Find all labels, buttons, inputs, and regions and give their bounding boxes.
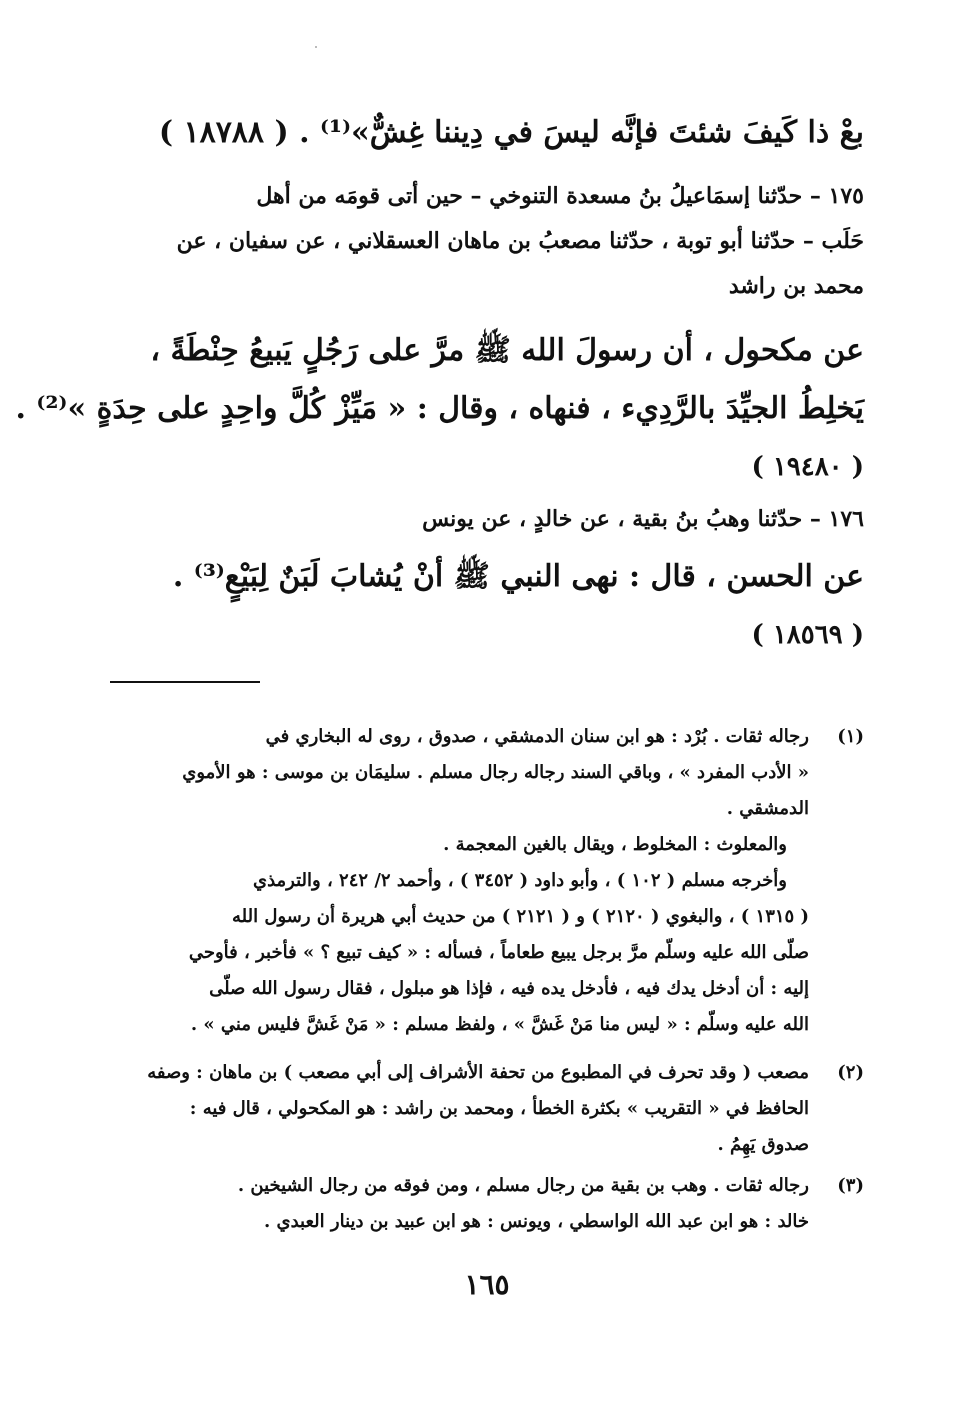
speck: [315, 46, 317, 48]
footnote-number: (٣): [837, 1175, 864, 1196]
footnote-3: [109, 1168, 864, 1240]
footnote-2: [109, 1055, 864, 1163]
hadith-176-isnad: [109, 497, 864, 542]
text-line: « الأدب المفرد » ، وباقي السند رجاله رجال مسلم . سليمَان بن موسى : هو الأموي: [182, 762, 809, 783]
text-line: ١٧٦ – حدّثنا وهبُ بنُ بقية ، عن خالدٍ ، عن يونس: [422, 506, 864, 532]
footnote-1: [109, 719, 864, 1043]
hadith-174-end: [109, 104, 864, 162]
text-line: ( ١٣١٥ ) ، والبغوي ( ٢١٢٠ ) و ( ٢١٢١ ) من حديث أبي هريرة أن رسول الله: [232, 906, 809, 927]
text-line: رجاله ثقات . وهب بن بقية من رجال مسلم ، ومن فوقه من رجال الشيخين .: [237, 1175, 809, 1196]
text-line: إليه : أن أدخل يدك فيه ، فأدخل يده فيه ، فإذا هو مبلول ، فقال رسول الله صلّى: [209, 978, 809, 999]
text-line: حَلَب – حدّثنا أبو توبة ، حدّثنا مصعبُ بن ماهان العسقلاني ، عن سفيان ، عن: [176, 228, 864, 254]
text-line: عن مكحول ، أن رسولَ الله ﷺ مرَّ على رَجُلٍ يَبيعُ حِنْطَةً ،: [150, 333, 864, 368]
hadith-reference: ( ١٩٤٨٠ ): [751, 452, 864, 482]
text-line: محمد بن راشد: [728, 273, 864, 299]
text-line: رجاله ثقات . بُرْد : هو ابن سنان الدمشقي ، صدوق ، روى له البخاري في: [265, 726, 809, 747]
text-line: صلّى الله عليه وسلّم مرَّ برجل يبيع طعاماً ، فسأله : « كيف تبيع ؟ » فأخبر ، فأوحي: [188, 942, 809, 963]
hadith-176-matn: [109, 548, 864, 664]
footnote-number: (٢): [837, 1062, 864, 1083]
text-line: الله عليه وسلّم : « ليس منا مَنْ غَشَّ » ، ولفظ مسلم : « مَنْ غَشَّ فليس مني » .: [190, 1014, 809, 1035]
text-line: صدوق يَهِمُ .: [717, 1134, 809, 1155]
text-line: الحافظ في « التقريب » بكثرة الخطأ ، ومحمد بن راشد : هو المكحولي ، قال فيه :: [189, 1098, 809, 1119]
hadith-reference: ( ١٨٥٦٩ ): [751, 620, 864, 650]
text-line: الدمشقي .: [726, 798, 809, 819]
hadith-175-isnad: [109, 174, 864, 309]
text-line: عن الحسن ، قال : نهى النبي ﷺ أنْ يُشابَ لَبَنٌ لِبَيْعٍ⁽³⁾ .: [172, 559, 864, 594]
text-line: يَخلِطُ الجيِّدَ بالرَّدِيء ، فنهاه ، وقال : « مَيِّزْ كُلَّ واحِدٍ على حِدَةٍ »⁽²⁾ .: [15, 391, 864, 426]
text-line: وأخرجه مسلم ( ١٠٢ ) ، وأبو داود ( ٣٤٥٢ ) ، وأحمد ٢/ ٢٤٢ ، والترمذي: [252, 870, 787, 891]
text-line: بعْ ذا كَيفَ شئتَ فإنَّه ليسَ في دِيننا غِشٌّ»⁽¹⁾ . ( ١٨٧٨٨ ): [158, 115, 864, 150]
text-line: ١٧٥ – حدّثنا إسمَاعيلُ بنُ مسعدة التنوخي – حين أتى قومَه من أهل: [256, 183, 864, 209]
text-line: والمعلوث : المخلوط ، ويقال بالغين المعجمة .: [443, 834, 787, 855]
hadith-175-matn: [15, 322, 864, 496]
footnote-separator: [110, 681, 260, 683]
text-line: مصعب ( وقد تحرف في المطبوع من تحفة الأشراف إلى أبي مصعب ) بن ماهان : وصفه: [147, 1062, 809, 1083]
page-number: ١٦٥: [464, 1268, 510, 1301]
footnote-number: (١): [837, 726, 864, 747]
text-line: خالد : هو ابن عبد الله الواسطي ، ويونس : هو ابن عبيد بن دينار العبدي .: [263, 1211, 809, 1232]
